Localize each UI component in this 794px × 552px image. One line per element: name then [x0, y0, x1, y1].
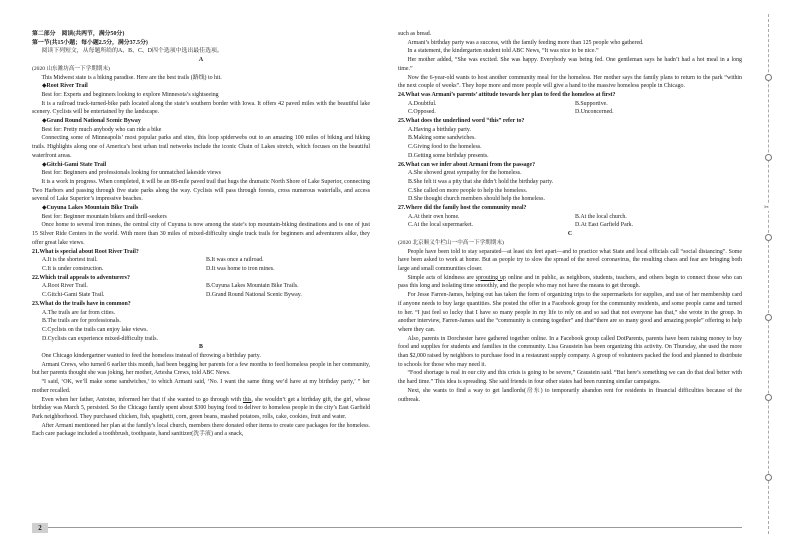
passage-b-paragraph: such as bread. [398, 31, 432, 37]
passage-c-paragraph: Next, she wants to find a way to get landlords(房东) to temporarily abandon rent for residents in financial difficulties because of the outbreak. [398, 387, 742, 403]
passage-b-paragraph: Armani Crews, who turned 6 earlier this month, had been begging her parents for a few months to feed homeless people in her community, but her parents thought she was joking, her mother, Artesha Crews, told ABC News. [32, 361, 370, 377]
option-22-b: B.Cuyuna Lakes Mountain Bike Trails. [206, 283, 299, 290]
passage-b-paragraph: In a statement, the kindergarten student told ABC News, “It was nice to be nice.” [407, 48, 599, 55]
passage-c-paragraph: People have been told to stay separated—at least six feet apart—and to practice what State and local officials call “social distancing”. Some have been asked to work at home. But as people try to slow the spread of the novel coronavirus, the resulting chaos and fear are bringing both large and small communities closer. [398, 248, 742, 272]
option-26-a: A.She showed great sympathy for the homeless. [408, 170, 522, 177]
question-23: 23.What do the trails have in common? [32, 300, 131, 307]
option-22-c: C.Gitchi-Gami State Trail. [42, 292, 105, 299]
question-25: 25.What does the underlined word “this” refer to? [398, 118, 525, 125]
page-number: 2 [32, 523, 48, 533]
text-run: Even when her father, Antoine, informed her that if she wanted to go through with [41, 396, 243, 403]
question-22: 22.Which trail appeals to adventurers? [32, 274, 130, 281]
trail-2-desc: Connecting some of Minneapolis’ most popular parks and sites, this loop spiderwebs out to an amazing 100 miles of biking and hiking trails. Highlights along one of America’s best urban trail networks include the iconic Chain of Lakes stretch, which focuses on the beautiful waterfront areas. [32, 135, 370, 159]
section-title: 第二部分 阅读(共两节，满分50分) [32, 31, 125, 37]
option-24-d: D.Unconcerned. [575, 109, 614, 116]
option-26-c: C.She called on more people to help the homeless. [408, 187, 528, 194]
trail-4-best: Best for: Beginner mountain bikers and thrill-seekers [41, 213, 167, 220]
option-27-a: A.At their own home. [408, 213, 460, 220]
option-27-d: D.At East Garfield Park. [575, 222, 634, 229]
option-24-b: B.Supportive. [575, 100, 608, 107]
trail-3-best: Best for: Beginners and professionals looking for unmatched lakeside views [41, 170, 221, 177]
option-26-b: B.She felt it was a pity that she didn’t hold the birthday party. [408, 178, 554, 185]
binding-hole-icon [765, 314, 772, 321]
trail-1-best: Best for: Experts and beginners looking to explore Minnesota’s sightseeing [41, 91, 219, 98]
passage-c-source: (2020 北京顺义牛栏山一中高一下学期期末) [398, 239, 504, 246]
option-21-b: B.It was once a railroad. [206, 257, 264, 264]
option-26-d: D.She thought church members should help the homeless. [408, 196, 545, 203]
question-24-options [398, 100, 742, 117]
option-24-a: A.Doubtful. [408, 100, 437, 107]
question-22-options [32, 282, 370, 299]
passage-c-paragraph: Also, parents in Dorchester have gathered together online. In a Facebook group called DotParents, parents have been raising money to buy food and supplies for students and families in the community. Lisa Graustein has been organizing this activity. On Thursday, she used the more than $2,000 raised by neighbors to purchase food in a restaurant supply company. A group of volunteers packed the food and planned to distribute to schools for those who may need it. [398, 335, 742, 368]
scissors-icon: ✂ [764, 205, 770, 211]
option-21-c: C.It is under construction. [42, 265, 104, 272]
passage-b-paragraph [32, 396, 370, 422]
option-23-b: B.The trails are for professionals. [42, 318, 121, 325]
passage-c-paragraph [398, 274, 742, 291]
passage-c-paragraph: For Jesse Farren-James, helping out has taken the form of organizing trips to the supermarkets for supplies, and use of her membership card if anyone needs to buy large quantities. She posted the offer in a Facebook group for the community residents, and some people came and turned to her. “I just feel so lucky that I have so many people in my life to rely on and so sad that not everyone has that,” she wrote in the group. In another interview, Farren-James said the “community is coming together” and that“there are so many good and amazing people” offering to help where they can. [398, 292, 742, 333]
option-21-d: D.It was home to iron mines. [206, 265, 275, 272]
passage-a-source: (2020 山东潍坊高一下学期期末) [32, 65, 110, 72]
text-run: , she wouldn’t get a birthday gift, the girl, whose birthday was March 5, persisted. So the Chicago family spent about $300 buying food to deliver to homeless people in the city’s East Garfield Park neighborhood. They purchased chicken, fish, spaghetti, corn, green beans, mashed potatoes, rolls, cake, cookies, fruit and water. [32, 396, 370, 420]
trail-2-best: Best for: Pretty much anybody who can ride a bike [41, 126, 162, 133]
binding-margin [764, 14, 774, 534]
trail-2-name: ◆Grand Round National Scenic Byway [42, 118, 141, 125]
binding-hole-icon [765, 154, 772, 161]
passage-b-paragraph: One Chicago kindergartner wanted to feed the homeless instead of throwing a birthday party. [41, 353, 261, 360]
option-23-d: D.Cyclists can experience mixed-difficulty trails. [42, 335, 159, 342]
trail-3-name: ◆Gitchi-Gami State Trail [42, 161, 107, 168]
question-24: 24.What was Armani’s parents’ attitude towards her plan to feed the homeless at first? [398, 91, 616, 98]
underlined-word: this [242, 396, 252, 403]
right-column [398, 30, 742, 404]
trail-3-desc: It is a work in progress. When completed, it will be an 88-mile paved trail that hugs the dramatic North Shore of Lake Superior, connecting Two Harbors and passing through five state parks along the way. Cyclists will pass through forests, cross numerous waterfalls, and access several of Lake Superior’s impressive beaches. [32, 178, 370, 203]
footer-rule [32, 527, 742, 528]
option-22-d: D.Grand Round National Scenic Byway. [206, 292, 302, 299]
question-27: 27.Where did the family host the community meal? [398, 205, 527, 212]
passage-a-label: A [198, 57, 204, 64]
binding-hole-icon [765, 74, 772, 81]
passage-b-paragraph: Now the 6-year-old wants to host another community meal for the homeless. Her mother says the family plans to return to the park “within the next couple of weeks”. They hope more and more people will give a hand to the massive homeless people in Chicago. [398, 74, 742, 90]
option-22-a: A.Root River Trail. [42, 283, 88, 290]
option-27-c: C.At the local supermarket. [408, 222, 473, 229]
text-run: online and in public, as neighbors, students, teachers, and others begin to connect those who can pass this long and isolating time smoothly, and the people who may not have the means to get through. [398, 274, 742, 290]
option-21-a: A.It is the shortest trail. [42, 257, 98, 264]
option-25-c: C.Giving food to the homeless. [408, 144, 482, 151]
option-27-b: B.At the local church. [575, 213, 627, 220]
trail-1-name: ◆Root River Trail [42, 83, 88, 90]
question-23-options [32, 309, 370, 344]
text-run: Simple acts of kindness are [407, 274, 476, 281]
passage-b-paragraph: Armani’s birthday party was a success, with the family feeding more than 125 people who gathered. [407, 39, 644, 46]
option-24-c: C.Opposed. [408, 109, 436, 116]
passage-b-paragraph: After Armani mentioned her plan at the family’s local church, members there donated other items to create care packages for the homeless. Each care package included a toothbrush, toothpaste, hand sanitizer(洗手液) and a snack, [32, 422, 370, 438]
underlined-phrase: sprouting up [475, 274, 506, 281]
trail-4-desc: Once home to several iron mines, the central city of Cuyuna is now among the state’s top mountain-biking destinations and is one of just 15 Silver Ride Centers in the world. With more than 30 miles of mixed-difficulty single track trails for beginners and adventurers alike, they offer great lake views. [32, 222, 370, 246]
cut-line [768, 14, 769, 534]
passage-b-paragraph: “I said, ‘OK, we’ll make some sandwiches,’ to which Armani said, ‘No. I want the same thing we’d have at my birthday party,’ ” her mother recalled. [32, 379, 370, 394]
passage-b-label: B [199, 344, 203, 351]
option-25-a: A.Having a birthday party. [408, 126, 471, 133]
trail-1-desc: It is a railroad track-turned-bike path located along the state’s southern border with Iowa. It offers 42 paved miles with the beautiful lake scenery. Cyclists will be entertained by the landscape. [32, 100, 370, 116]
part-title: 第一节(共15小题；每小题2.5分，满分37.5分) [32, 39, 148, 46]
question-26-options [398, 169, 742, 204]
instructions: 阅读下列短文，从每题所给的A、B、C、D四个选项中选出最佳选项。 [41, 48, 223, 55]
trail-4-name: ◆Cuyuna Lakes Mountain Bike Trails [42, 205, 139, 212]
binding-hole-icon [765, 394, 772, 401]
binding-hole-icon [765, 234, 772, 241]
question-26: 26.What can we infer about Armani from the passage? [398, 161, 536, 168]
option-25-b: B.Making some sandwiches. [408, 135, 476, 142]
passage-c-paragraph: “Food shortage is real in our city and this crisis is going to be severe,” Graustein said. “But here’s something we can do that deal better with the hard time.” This idea is spreading. She said friends in four other states had been running similar campaigns. [398, 370, 742, 386]
passage-a-intro: This Midwest state is a biking paradise. Here are the best trails (路线) to hit. [41, 74, 222, 81]
question-25-options [398, 126, 742, 161]
question-21-options [32, 256, 370, 273]
option-23-a: A.The trails are far from cities. [42, 309, 116, 316]
question-27-options [398, 213, 742, 230]
passage-c-label: C [567, 231, 573, 238]
left-column [32, 30, 370, 439]
binding-hole-icon [765, 474, 772, 481]
option-25-d: D.Getting some birthday presents. [408, 152, 489, 159]
option-23-c: C.Cyclists on the trails can enjoy lake views. [42, 326, 148, 333]
question-21: 21.What is special about Root River Trail? [32, 248, 139, 255]
passage-b-paragraph: Her mother added, “She was excited. She was happy. Everybody was being fed. One gentleman says he hadn’t had a hot meal in a long time.” [398, 57, 742, 72]
